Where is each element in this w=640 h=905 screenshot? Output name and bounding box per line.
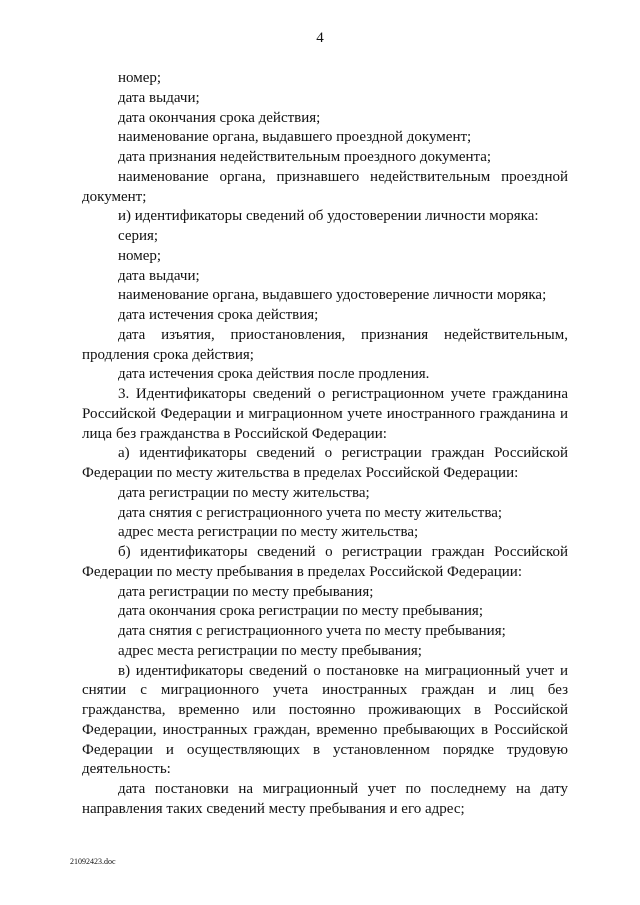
- paragraph: дата регистрации по месту жительства;: [118, 484, 370, 501]
- paragraph: наименование органа, признавшего недействительным проездной документ;: [82, 168, 568, 205]
- paragraph: номер;: [118, 70, 162, 86]
- paragraph: в) идентификаторы сведений о постановке на миграционный учет и снятии с миграционного учета иностранных граждан и лиц без гражданства, временно или постоянно проживающих в Российской Федерации, иностранных граждан, временно пребывающих в Российской Федерации и осуществляющих в установленном порядке трудовую деятельность:: [82, 662, 568, 778]
- paragraph: адрес места регистрации по месту пребывания;: [118, 642, 422, 659]
- paragraph: дата снятия с регистрационного учета по месту пребывания;: [118, 623, 506, 639]
- paragraph: дата признания недействительным проездного документа;: [118, 149, 492, 165]
- paragraph: б) идентификаторы сведений о регистрации граждан Российской Федерации по месту пребывания в пределах Российской Федерации:: [82, 544, 568, 580]
- paragraph: дата окончания срока регистрации по месту пребывания;: [118, 603, 483, 620]
- document-body: [82, 69, 568, 820]
- paragraph: адрес места регистрации по месту жительства;: [118, 524, 419, 541]
- paragraph: дата окончания срока действия;: [118, 109, 321, 126]
- footer-document-code: 21092423.doc: [70, 857, 116, 866]
- paragraph: дата изъятия, приостановления, признания недействительным, продления срока действия;: [82, 326, 568, 363]
- paragraph: дата выдачи;: [118, 267, 200, 284]
- paragraph: номер;: [118, 247, 162, 264]
- paragraph: дата истечения срока действия;: [118, 307, 319, 323]
- paragraph: дата снятия с регистрационного учета по месту жительства;: [118, 504, 503, 521]
- paragraph: и) идентификаторы сведений об удостоверении личности моряка:: [118, 208, 539, 225]
- paragraph: дата истечения срока действия после продления.: [118, 366, 430, 383]
- paragraph: серия;: [118, 228, 159, 244]
- paragraph: дата выдачи;: [118, 89, 200, 106]
- paragraph: 3. Идентификаторы сведений о регистрационном учете гражданина Российской Федерации и миграционном учете иностранного гражданина и лица без гражданства в Российской Федерации:: [82, 386, 568, 442]
- paragraph: а) идентификаторы сведений о регистрации граждан Российской Федерации по месту жительства в пределах Российской Федерации:: [82, 445, 568, 481]
- paragraph: дата регистрации по месту пребывания;: [118, 583, 374, 600]
- paragraph: наименование органа, выдавшего удостоверение личности моряка;: [118, 287, 547, 304]
- paragraph: дата постановки на миграционный учет по последнему на дату направления таких сведений месту пребывания и его адрес;: [82, 781, 568, 817]
- paragraph: наименование органа, выдавшего проездной документ;: [118, 129, 472, 146]
- page-number: 4: [316, 30, 324, 46]
